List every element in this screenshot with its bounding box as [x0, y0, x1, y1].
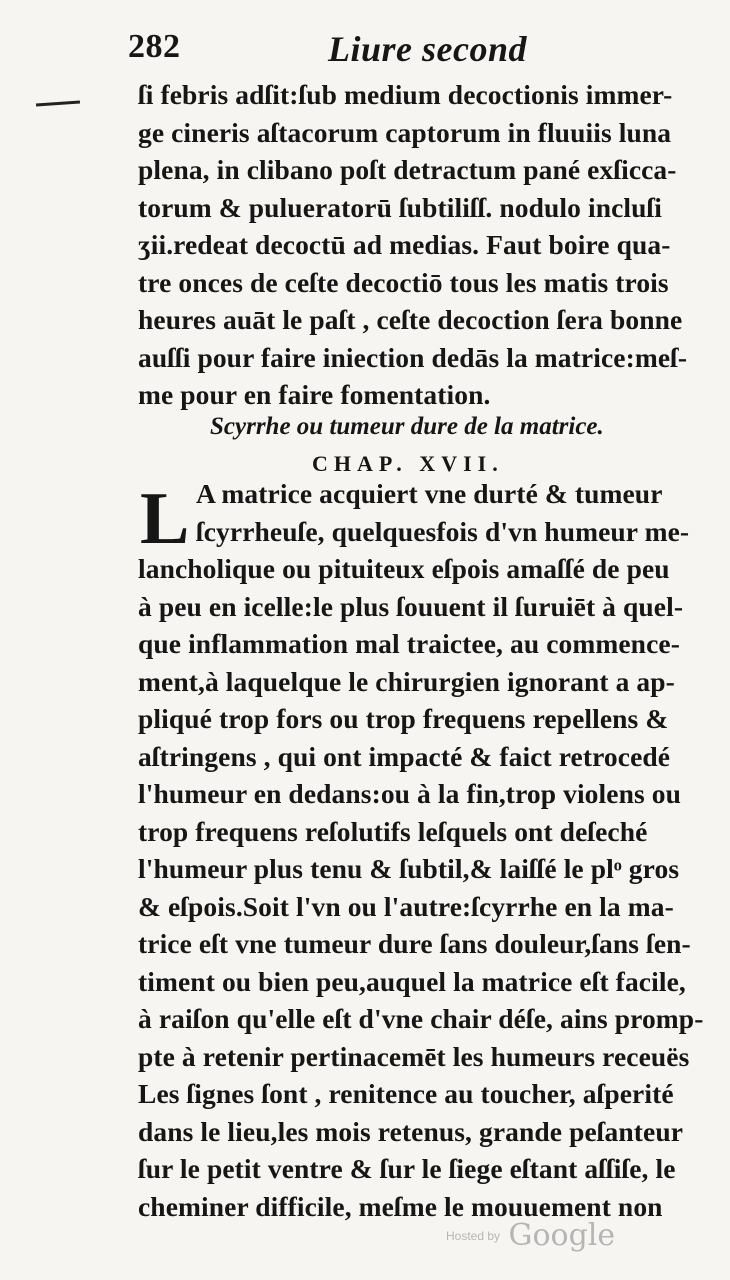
hosted-by-watermark [446, 1218, 615, 1253]
page-header [128, 28, 568, 76]
text-line: ʒii.redeat decoctū ad medias. Faut boire qua- [138, 229, 671, 260]
text-line: me pour en faire fomentation. [138, 379, 491, 410]
text-line: auſſi pour faire iniection dedās la matrice:meſ- [138, 341, 688, 373]
text-line: pliqué trop fors ou trop frequens repellens & [138, 703, 669, 734]
page-number: 282 [128, 28, 181, 65]
text-line: lancholique ou pituiteux eſpois amaſſé de peu [138, 553, 670, 584]
text-line: que inflammation mal traictee, au commence- [138, 628, 680, 659]
text-line: plena, in clibano poſt detractum pané exſicca- [138, 154, 677, 185]
text-line: ſur le petit ventre & ſur le ſiege eſtant aſſiſe, le [138, 1153, 676, 1184]
text-line: timent ou bien peu,auquel la matrice eſt facile, [138, 965, 686, 997]
text-line: ment,à laquelque le chirurgien ignorant a ap- [138, 665, 675, 697]
text-line: ſcyrrheuſe, quelquesfois d'vn humeur me- [196, 515, 690, 547]
text-line: aſtringens , qui ont impacté & faict retrocedé [138, 740, 671, 772]
chapter-heading: CHAP. XVII. [312, 451, 504, 476]
text-line: tre onces de ceſte decoctiō tous les matis trois [138, 266, 669, 298]
google-logo: Google [508, 1218, 616, 1253]
section-title: Scyrrhe ou tumeur dure de la matrice. [210, 413, 604, 440]
text-line: ſi febris adſit:ſub medium decoctionis immer- [138, 79, 673, 110]
watermark-prefix: Hosted by [446, 1228, 501, 1243]
text-line: dans le lieu,les mois retenus, grande peſanteur [138, 1115, 684, 1147]
text-line: à peu en icelle:le plus ſouuent il ſuruiēt à quel- [138, 590, 684, 622]
text-line: pte à retenir pertinacemēt les humeurs receuës [138, 1040, 690, 1072]
text-line: cheminer difficile, meſme le mouuement non [138, 1190, 663, 1222]
text-line: l'humeur en dedans:ou à la fin,trop violens ou [138, 778, 681, 809]
text-line: torum & pulueratorū ſubtiliſſ. nodulo incluſi [138, 191, 663, 223]
text-line: Les ſignes ſont , renitence au toucher, aſperité [138, 1078, 674, 1109]
text-line: heures auāt le paſt , ceſte decoction ſera bonne [138, 304, 683, 335]
drop-cap: L [140, 478, 190, 560]
text-line: trice eſt vne tumeur dure ſans douleur,ſans ſen- [138, 928, 691, 959]
text-line: l'humeur plus tenu & ſubtil,& laiſſé le plᵒ gros [138, 853, 680, 884]
running-title: Liure second [328, 29, 527, 69]
text-line: ge cineris aſtacorum captorum in fluuiis luna [138, 116, 672, 148]
text-line: trop frequens reſolutifs leſquels ont deſeché [138, 815, 648, 847]
margin-mark [36, 100, 80, 106]
text-line: & eſpois.Soit l'vn ou l'autre:ſcyrrhe en la ma- [138, 890, 674, 922]
text-line: A matrice acquiert vne durté & tumeur [196, 478, 663, 509]
chapter-paragraph [138, 475, 708, 1225]
continuation-paragraph [138, 76, 708, 414]
text-line: à raiſon qu'elle eſt d'vne chair déſe, ains promp- [138, 1003, 704, 1034]
